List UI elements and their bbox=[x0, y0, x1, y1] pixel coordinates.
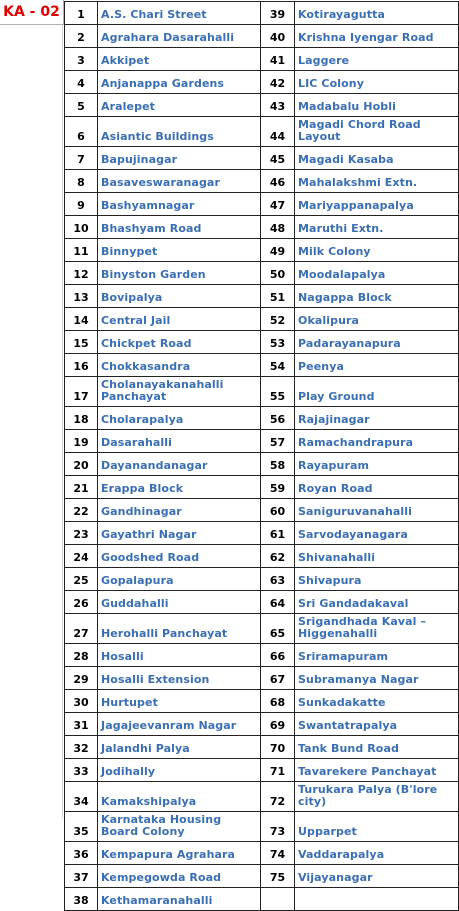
area-name: Dayanandanagar bbox=[98, 453, 261, 476]
table-row bbox=[65, 377, 459, 407]
area-name: Aralepet bbox=[98, 94, 261, 117]
area-name bbox=[295, 888, 459, 911]
table-row bbox=[65, 545, 459, 568]
area-number: 52 bbox=[261, 308, 295, 331]
area-name: Dasarahalli bbox=[98, 430, 261, 453]
table-row bbox=[65, 71, 459, 94]
area-name: Nagappa Block bbox=[295, 285, 459, 308]
table-row bbox=[65, 430, 459, 453]
area-name: Bapujinagar bbox=[98, 147, 261, 170]
area-name: Saniguruvanahalli bbox=[295, 499, 459, 522]
area-number: 10 bbox=[65, 216, 98, 239]
area-number: 19 bbox=[65, 430, 98, 453]
area-number: 71 bbox=[261, 759, 295, 782]
area-name: Rayapuram bbox=[295, 453, 459, 476]
area-name: Play Ground bbox=[295, 377, 459, 407]
area-number: 38 bbox=[65, 888, 98, 911]
area-number: 31 bbox=[65, 713, 98, 736]
area-name: Peenya bbox=[295, 354, 459, 377]
area-number: 36 bbox=[65, 842, 98, 865]
area-name: Tavarekere Panchayat bbox=[295, 759, 459, 782]
area-name: Laggere bbox=[295, 48, 459, 71]
area-number: 48 bbox=[261, 216, 295, 239]
area-name: Bovipalya bbox=[98, 285, 261, 308]
table-row bbox=[65, 759, 459, 782]
area-name: Vijayanagar bbox=[295, 865, 459, 888]
area-number: 24 bbox=[65, 545, 98, 568]
area-number: 5 bbox=[65, 94, 98, 117]
area-number: 74 bbox=[261, 842, 295, 865]
area-name: Turukara Palya (B'lore city) bbox=[295, 782, 459, 812]
area-name: Cholarapalya bbox=[98, 407, 261, 430]
area-name: Jagajeevanram Nagar bbox=[98, 713, 261, 736]
table-row bbox=[65, 782, 459, 812]
area-name: Madabalu Hobli bbox=[295, 94, 459, 117]
table-row bbox=[65, 193, 459, 216]
area-name: Kempegowda Road bbox=[98, 865, 261, 888]
area-number: 65 bbox=[261, 614, 295, 644]
area-number: 51 bbox=[261, 285, 295, 308]
area-number: 27 bbox=[65, 614, 98, 644]
area-number: 42 bbox=[261, 71, 295, 94]
area-name: Gayathri Nagar bbox=[98, 522, 261, 545]
table-row bbox=[65, 94, 459, 117]
area-number: 35 bbox=[65, 812, 98, 842]
area-name: Chickpet Road bbox=[98, 331, 261, 354]
table-row bbox=[65, 812, 459, 842]
area-name: Shivapura bbox=[295, 568, 459, 591]
area-number: 2 bbox=[65, 25, 98, 48]
area-name: Asiantic Buildings bbox=[98, 117, 261, 147]
table-row bbox=[65, 568, 459, 591]
area-number: 30 bbox=[65, 690, 98, 713]
area-name: Basaveswaranagar bbox=[98, 170, 261, 193]
table-row bbox=[65, 865, 459, 888]
area-name: Vaddarapalya bbox=[295, 842, 459, 865]
area-name: Rajajinagar bbox=[295, 407, 459, 430]
area-number: 66 bbox=[261, 644, 295, 667]
area-number: 69 bbox=[261, 713, 295, 736]
area-number: 7 bbox=[65, 147, 98, 170]
area-name: Hosalli bbox=[98, 644, 261, 667]
area-name: Binnypet bbox=[98, 239, 261, 262]
area-name: Magadi Chord Road Layout bbox=[295, 117, 459, 147]
table-row bbox=[65, 216, 459, 239]
area-number: 75 bbox=[261, 865, 295, 888]
area-number: 16 bbox=[65, 354, 98, 377]
area-name: Guddahalli bbox=[98, 591, 261, 614]
area-number: 39 bbox=[261, 2, 295, 25]
table-row bbox=[65, 842, 459, 865]
table-row bbox=[65, 499, 459, 522]
table-row bbox=[65, 591, 459, 614]
table-row bbox=[65, 48, 459, 71]
table-row bbox=[65, 285, 459, 308]
area-name: Binyston Garden bbox=[98, 262, 261, 285]
area-number bbox=[261, 888, 295, 911]
area-name: Upparpet bbox=[295, 812, 459, 842]
table-row bbox=[65, 614, 459, 644]
area-name: Gandhinagar bbox=[98, 499, 261, 522]
area-number: 33 bbox=[65, 759, 98, 782]
table-row bbox=[65, 453, 459, 476]
table-row bbox=[65, 407, 459, 430]
area-name: Sriramapuram bbox=[295, 644, 459, 667]
area-name: Jodihally bbox=[98, 759, 261, 782]
area-name: A.S. Chari Street bbox=[98, 2, 261, 25]
table-row bbox=[65, 644, 459, 667]
area-number: 18 bbox=[65, 407, 98, 430]
area-name: Milk Colony bbox=[295, 239, 459, 262]
area-name: Hurtupet bbox=[98, 690, 261, 713]
area-number: 14 bbox=[65, 308, 98, 331]
table-row bbox=[65, 239, 459, 262]
area-name: Cholanayakanahalli Panchayat bbox=[98, 377, 261, 407]
area-list-body bbox=[65, 2, 459, 911]
area-name: Kotirayagutta bbox=[295, 2, 459, 25]
table-row bbox=[65, 888, 459, 911]
area-number: 12 bbox=[65, 262, 98, 285]
area-name: Krishna Iyengar Road bbox=[295, 25, 459, 48]
area-name: Gopalapura bbox=[98, 568, 261, 591]
table-row bbox=[65, 354, 459, 377]
table-row bbox=[65, 736, 459, 759]
area-name: Shivanahalli bbox=[295, 545, 459, 568]
area-name: Herohalli Panchayat bbox=[98, 614, 261, 644]
table-row bbox=[65, 170, 459, 193]
area-name: Erappa Block bbox=[98, 476, 261, 499]
area-name: Kethamaranahalli bbox=[98, 888, 261, 911]
area-number: 26 bbox=[65, 591, 98, 614]
table-row bbox=[65, 117, 459, 147]
area-name: Chokkasandra bbox=[98, 354, 261, 377]
area-number: 13 bbox=[65, 285, 98, 308]
table-row bbox=[65, 25, 459, 48]
area-number: 50 bbox=[261, 262, 295, 285]
area-number: 11 bbox=[65, 239, 98, 262]
area-number: 44 bbox=[261, 117, 295, 147]
area-name: Magadi Kasaba bbox=[295, 147, 459, 170]
area-number: 63 bbox=[261, 568, 295, 591]
area-name: LIC Colony bbox=[295, 71, 459, 94]
area-name: Mahalakshmi Extn. bbox=[295, 170, 459, 193]
area-number: 55 bbox=[261, 377, 295, 407]
table-row bbox=[65, 522, 459, 545]
area-name: Royan Road bbox=[295, 476, 459, 499]
area-number: 60 bbox=[261, 499, 295, 522]
area-name: Okalipura bbox=[295, 308, 459, 331]
area-name: Tank Bund Road bbox=[295, 736, 459, 759]
region-code-label: KA - 02 bbox=[0, 0, 64, 25]
area-number: 73 bbox=[261, 812, 295, 842]
area-list-table bbox=[64, 1, 459, 911]
area-name: Padarayanapura bbox=[295, 331, 459, 354]
area-name: Anjanappa Gardens bbox=[98, 71, 261, 94]
area-name: Kempapura Agrahara bbox=[98, 842, 261, 865]
area-number: 54 bbox=[261, 354, 295, 377]
area-number: 3 bbox=[65, 48, 98, 71]
area-name: Kamakshipalya bbox=[98, 782, 261, 812]
area-number: 45 bbox=[261, 147, 295, 170]
area-number: 67 bbox=[261, 667, 295, 690]
area-number: 15 bbox=[65, 331, 98, 354]
area-number: 46 bbox=[261, 170, 295, 193]
table-row bbox=[65, 308, 459, 331]
area-name: Akkipet bbox=[98, 48, 261, 71]
area-number: 20 bbox=[65, 453, 98, 476]
area-name: Sri Gandadakaval bbox=[295, 591, 459, 614]
area-name: Maruthi Extn. bbox=[295, 216, 459, 239]
area-number: 22 bbox=[65, 499, 98, 522]
area-number: 25 bbox=[65, 568, 98, 591]
area-name: Sarvodayanagara bbox=[295, 522, 459, 545]
area-name: Bhashyam Road bbox=[98, 216, 261, 239]
area-number: 59 bbox=[261, 476, 295, 499]
table-row bbox=[65, 690, 459, 713]
area-name: Central Jail bbox=[98, 308, 261, 331]
area-name: Karnataka Housing Board Colony bbox=[98, 812, 261, 842]
area-number: 17 bbox=[65, 377, 98, 407]
area-number: 62 bbox=[261, 545, 295, 568]
area-number: 32 bbox=[65, 736, 98, 759]
area-name: Bashyamnagar bbox=[98, 193, 261, 216]
area-name: Mariyappanapalya bbox=[295, 193, 459, 216]
area-name: Sunkadakatte bbox=[295, 690, 459, 713]
area-number: 4 bbox=[65, 71, 98, 94]
area-number: 64 bbox=[261, 591, 295, 614]
divider bbox=[62, 25, 63, 818]
area-number: 8 bbox=[65, 170, 98, 193]
table-row bbox=[65, 262, 459, 285]
area-name: Srigandhada Kaval – Higgenahalli bbox=[295, 614, 459, 644]
area-number: 41 bbox=[261, 48, 295, 71]
area-number: 58 bbox=[261, 453, 295, 476]
area-number: 61 bbox=[261, 522, 295, 545]
area-number: 9 bbox=[65, 193, 98, 216]
table-row bbox=[65, 331, 459, 354]
area-number: 34 bbox=[65, 782, 98, 812]
table-row bbox=[65, 667, 459, 690]
area-number: 1 bbox=[65, 2, 98, 25]
area-number: 23 bbox=[65, 522, 98, 545]
area-number: 6 bbox=[65, 117, 98, 147]
area-number: 70 bbox=[261, 736, 295, 759]
area-number: 47 bbox=[261, 193, 295, 216]
area-name: Ramachandrapura bbox=[295, 430, 459, 453]
area-number: 43 bbox=[261, 94, 295, 117]
area-number: 21 bbox=[65, 476, 98, 499]
area-number: 29 bbox=[65, 667, 98, 690]
area-name: Swantatrapalya bbox=[295, 713, 459, 736]
area-number: 37 bbox=[65, 865, 98, 888]
area-name: Jalandhi Palya bbox=[98, 736, 261, 759]
area-number: 53 bbox=[261, 331, 295, 354]
area-number: 57 bbox=[261, 430, 295, 453]
area-name: Subramanya Nagar bbox=[295, 667, 459, 690]
area-name: Moodalapalya bbox=[295, 262, 459, 285]
table-row bbox=[65, 147, 459, 170]
area-name: Goodshed Road bbox=[98, 545, 261, 568]
area-number: 40 bbox=[261, 25, 295, 48]
table-row bbox=[65, 2, 459, 25]
area-name: Agrahara Dasarahalli bbox=[98, 25, 261, 48]
area-number: 56 bbox=[261, 407, 295, 430]
table-row bbox=[65, 713, 459, 736]
table-row bbox=[65, 476, 459, 499]
area-number: 72 bbox=[261, 782, 295, 812]
area-number: 28 bbox=[65, 644, 98, 667]
area-number: 49 bbox=[261, 239, 295, 262]
area-number: 68 bbox=[261, 690, 295, 713]
area-name: Hosalli Extension bbox=[98, 667, 261, 690]
